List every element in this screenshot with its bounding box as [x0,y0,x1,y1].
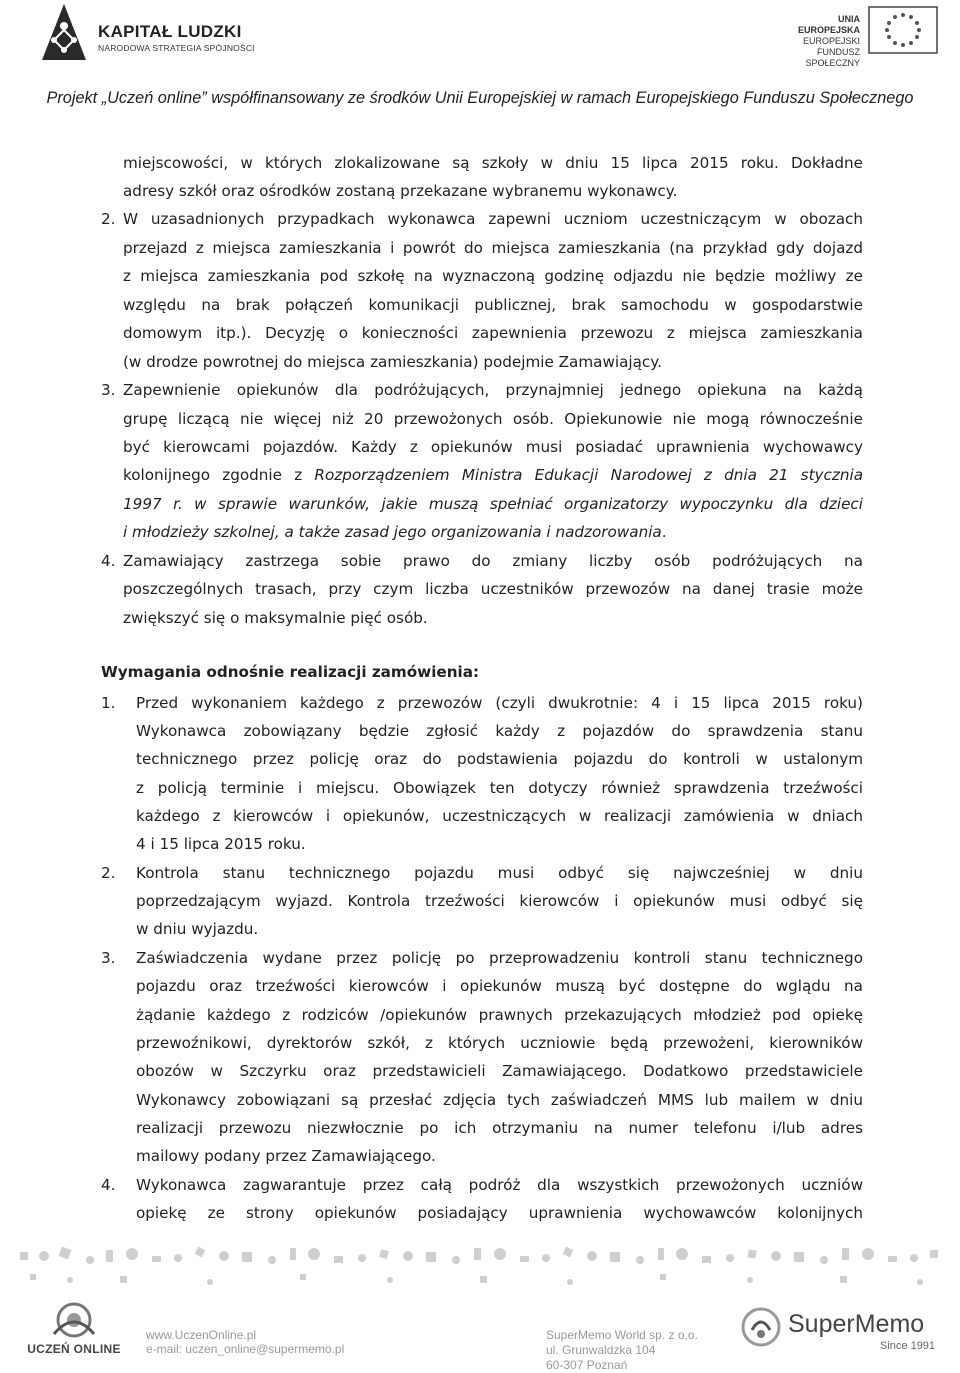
list-number: 3. [101,949,116,967]
uczen-online-logo [24,1300,124,1361]
page-footer [0,1238,960,1372]
text-line: W uzasadnionych przypadkach wykonawca zapewni uczniom uczestniczącym w obozach [123,210,863,228]
eu-logo-text [782,14,860,69]
text-line: być kierowcami pojazdów. Każdy z opiekunów musi posiadać uprawnienia wychowawcy [123,438,863,456]
text-line: przejazd z miejsca zamieszkania i powrót do miejsca zamieszkania (na przykład gdy dojazd [123,239,863,257]
text-line: Zapewnienie opiekunów dla podróżujących, przynajmniej jednego opiekuna na każdą [123,381,863,399]
supermemo-since: Since 1991 [880,1340,936,1352]
text-line: Kontrola stanu technicznego pojazdu musi odbyć się najwcześniej w dniu [136,864,863,882]
text-line: Wykonawca zobowiązany będzie zgłosić każdy z pojazdów do sprawdzenia stanu [136,722,863,740]
text-line [123,522,863,542]
list-number: 4. [101,1176,116,1194]
regulation-title: i młodzieży szkolnej, a także zasad jego organizowania i nadzorowania [123,523,662,541]
text-line: względu na brak połączeń komunikacji publicznej, brak samochodu w gospodarstwie [123,296,863,314]
text-line: pojazdu oraz trzeźwości kierowców i opiekunów muszą być dostępne do wglądu na [136,977,863,995]
text-line: w dniu wyjazdu. [136,920,259,938]
text-line: poszczególnych trasach, przy czym liczba uczestników przewozów na danej trasie może [123,580,863,598]
uczen-online-emblem-icon [24,1300,124,1340]
eu-line1: UNIA EUROPEJSKA [797,14,860,35]
list-number: 2. [101,210,116,228]
footer-email[interactable]: e-mail: uczen_online@supermemo.pl [146,1342,345,1356]
footer-company: SuperMemo World sp. z o.o. [546,1328,698,1342]
footer-contact [146,1328,344,1356]
text-line: 4 i 15 lipca 2015 roku. [136,835,306,853]
regulation-title: Rozporządzeniem Ministra Edukacji Narodowej z dnia 21 stycznia [314,466,864,484]
text-line: Wykonawcy zobowiązani są przesłać zdjęcia tych zaświadczeń MMS lub mailem w dniu [136,1091,863,1109]
regulation-title: 1997 r. [123,495,183,513]
text-line: mailowy podany przez Zamawiającego. [136,1147,436,1165]
text-line: Przed wykonaniem każdego z przewozów (czyli dwukrotnie: 4 i 15 lipca 2015 roku) [136,694,863,712]
text-line: zwiększyć się o maksymalnie pięć osób. [123,609,428,627]
text-line: poprzedzającym wyjazd. Kontrola trzeźwości kierowców i opiekunów musi odbyć się [136,892,863,910]
text-line: technicznego przez policję oraz do podstawienia pojazdu do kontroli w ustalonym [136,750,863,768]
text-line: Wykonawca zagwarantuje przez całą podróż dla wszystkich przewożonych uczniów [136,1176,863,1194]
text-line: z policją terminie i miejscu. Obowiązek ten dotyczy również sprawdzenia trzeźwości [136,779,863,797]
footer-address [546,1328,698,1373]
list-number: 4. [101,552,116,570]
text-line: z miejsca zamieszkania pod szkołę na wyznaczoną godzinę odjazdu nie będzie możliwy ze [123,267,863,285]
text-line: miejscowości, w których zlokalizowane są szkoły w dniu 15 lipca 2015 roku. Dokładne [123,154,863,172]
footer-website[interactable]: www.UczenOnline.pl [146,1328,257,1342]
text-span: kolonijnego zgodnie z [123,466,315,484]
eu-logo [782,0,942,68]
footer-decorative-pattern [10,1238,950,1298]
kapital-ludzki-emblem-icon [38,2,90,62]
text-line: obozów w Szczyrku oraz przedstawicieli Zamawiającego. Dodatkowo przedstawiciele [136,1062,863,1080]
list-number: 1. [101,694,116,712]
text-line: Zaświadczenia wydane przez policję po przeprowadzeniu kontroli stanu technicznego [136,949,863,967]
text-line: żądanie każdego z rodziców /opiekunów prawnych przekazujących młodzież pod opiekę [136,1006,863,1024]
eu-line3: FUNDUSZ SPOŁECZNY [805,47,860,68]
text-line: realizacji przewozu niezwłocznie po ich otrzymaniu na numer telefonu i/lub adres [136,1119,863,1137]
text-line: opiekę ze strony opiekunów posiadający uprawnienia wychowawców kolonijnych [136,1204,863,1222]
section-heading: Wymagania odnośnie realizacji zamówienia: [101,663,480,681]
footer-street: ul. Grunwaldzka 104 [546,1343,656,1357]
text-line: adresy szkół oraz ośrodków zostaną przekazane wybranemu wykonawcy. [123,182,678,200]
text-line: (w drodze powrotnej do miejsca zamieszkania) podejmie Zamawiający. [123,353,662,371]
regulation-title: w sprawie warunków, jakie muszą spełniać organizatorzy wypoczynku dla dzieci [194,495,863,513]
eu-line2: EUROPEJSKI [802,36,860,46]
list-number: 3. [101,381,116,399]
supermemo-emblem-icon [740,1306,782,1348]
eu-flag-icon [868,6,938,54]
kapital-ludzki-title: KAPITAŁ LUDZKI [98,22,242,41]
text-line: każdego z kierowców i opiekunów, uczestniczących w realizacji zamówienia w dniach [136,807,863,825]
footer-city: 60-307 Poznań [546,1358,628,1372]
text-line: grupę liczącą nie więcej niż 20 przewożonych osób. Opiekunowie nie mogą równocześnie [123,410,863,428]
text-line: przewoźnikowi, dyrektorów szkół, z których uczniowie będą przewożeni, kierowników [136,1034,863,1052]
text-line: domowym itp.). Decyzję o konieczności zapewnienia przewozu z miejsca zamieszkania [123,324,863,342]
text-line: Zamawiający zastrzega sobie prawo do zmiany liczby osób podróżujących na [123,552,863,570]
project-funding-line: Projekt „Uczeń online” współfinansowany ze środków Unii Europejskiej w ramach Europejskiego Funduszu Społecznego [46,89,914,107]
supermemo-logo-text: SuperMemo [788,1310,925,1338]
uczen-online-logo-text: UCZEŃ ONLINE [27,1342,121,1356]
kapital-ludzki-logo [38,0,298,65]
text-line [123,465,863,485]
text-span: . [661,523,667,541]
kapital-ludzki-subtitle: NARODOWA STRATEGIA SPÓJNOŚCI [98,43,255,53]
supermemo-logo [740,1306,940,1356]
list-number: 2. [101,864,116,882]
page-header [0,0,960,120]
text-line [123,494,863,514]
